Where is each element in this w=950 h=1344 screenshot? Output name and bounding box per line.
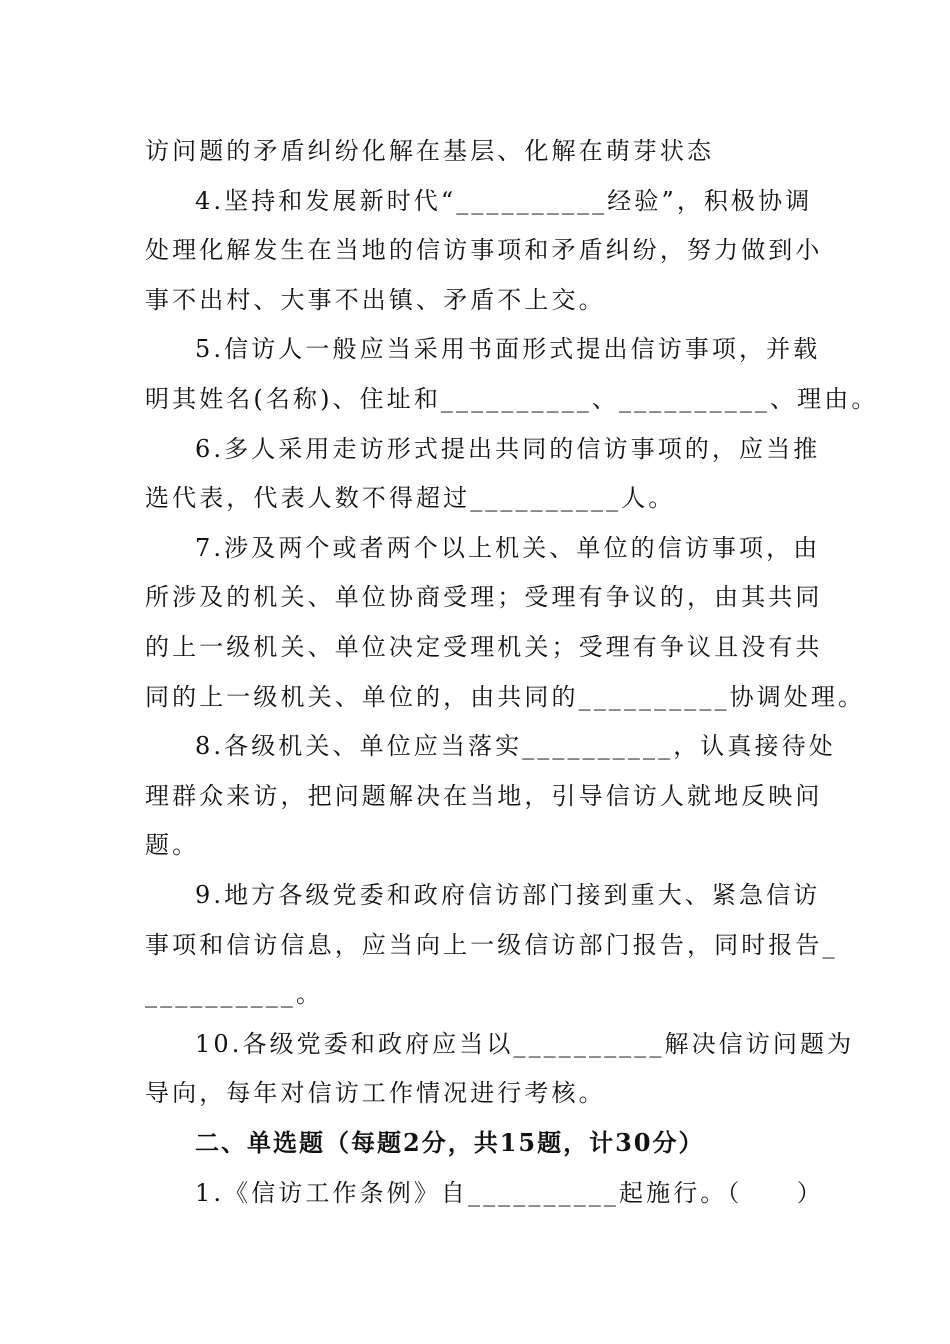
question-7-line-4: 同的上一级机关、单位的，由共同的__________协调处理。 [145, 683, 866, 711]
question-10-line-2: 导向，每年对信访工作情况进行考核。 [145, 1079, 606, 1107]
single-choice-question-1: 1.《信访工作条例》自__________起施行。（ ） [195, 1179, 824, 1207]
question-7-line-1: 7.涉及两个或者两个以上机关、单位的信访事项，由 [195, 534, 821, 562]
question-6-line-1: 6.多人采用走访形式提出共同的信访事项的，应当推 [195, 435, 821, 463]
question-8-line-2: 理群众来访，把问题解决在当地，引导信访人就地反映问 [145, 782, 823, 810]
question-9-line-1: 9.地方各级党委和政府信访部门接到重大、紧急信访 [195, 881, 821, 909]
question-4-line-2: 处理化解发生在当地的信访事项和矛盾纠纷，努力做到小 [145, 236, 823, 264]
question-6-line-2: 选代表，代表人数不得超过__________人。 [145, 484, 676, 512]
question-8-line-1: 8.各级机关、单位应当落实__________，认真接待处 [195, 732, 836, 760]
question-7-line-3: 的上一级机关、单位决定受理机关；受理有争议且没有共 [145, 633, 823, 661]
question-10-line-1: 10.各级党委和政府应当以__________解决信访问题为 [195, 1030, 855, 1058]
question-7-line-2: 所涉及的机关、单位协商受理；受理有争议的，由其共同 [145, 583, 823, 611]
question-9-line-2: 事项和信访信息，应当向上一级信访部门报告，同时报告_ [145, 931, 838, 959]
text-line-1: 访问题的矛盾纠纷化解在基层、化解在萌芽状态 [145, 137, 715, 165]
question-4-line-3: 事不出村、大事不出镇、矛盾不上交。 [145, 286, 606, 314]
section-heading: 二、单选题（每题2分，共15题，计30分） [195, 1128, 705, 1157]
question-9-line-3: __________。 [145, 980, 324, 1008]
question-4-line-1: 4.坚持和发展新时代“__________经验”，积极协调 [195, 187, 813, 215]
question-5-line-2: 明其姓名(名称)、住址和__________、__________、理由。 [145, 385, 879, 413]
question-8-line-3: 题。 [145, 831, 200, 859]
question-5-line-1: 5.信访人一般应当采用书面形式提出信访事项，并载 [195, 335, 821, 363]
